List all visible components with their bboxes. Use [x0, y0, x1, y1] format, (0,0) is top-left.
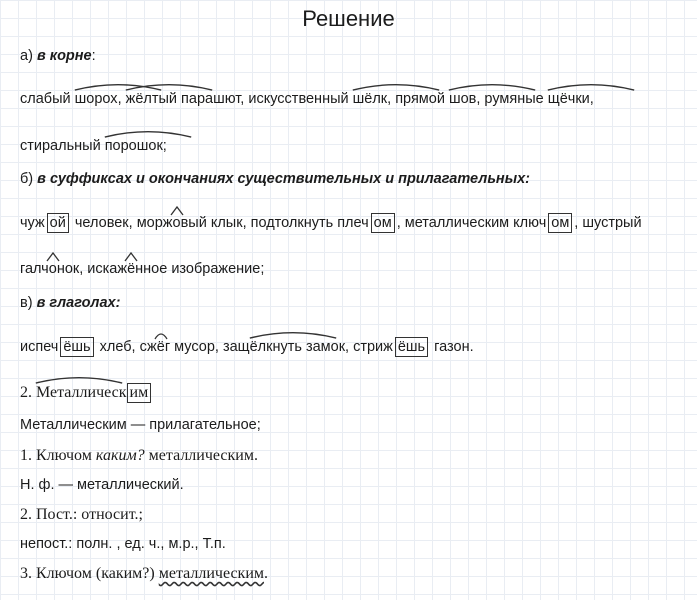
analysis-line-1: Металлическим — прилагательное; [20, 417, 261, 433]
section-letter: а) [20, 48, 33, 64]
section-title: в суффиксах и окончаниях существительных и прилагательных: [37, 171, 530, 187]
text-run: нное изображение; [135, 261, 265, 277]
ending-box: ёшь [395, 337, 428, 357]
text-run: , металлическим ключ [396, 215, 547, 231]
text-run: чуж [20, 215, 45, 231]
text-run: металлическим. [144, 447, 258, 464]
root-word [75, 91, 118, 107]
section-letter: б) [20, 171, 34, 187]
wavy-underlined-word: металлическим [158, 565, 265, 582]
root-word [250, 339, 273, 355]
text-run: . [264, 565, 269, 582]
ending-box: ёшь [60, 337, 93, 357]
text-run: ; [162, 138, 167, 154]
section-b-heading [20, 171, 530, 187]
root-arc [248, 330, 338, 339]
letter: ё [127, 261, 136, 277]
text-run: человек, морж [70, 215, 173, 231]
text-run: нок, искаж [56, 261, 128, 277]
text-run: газон. [430, 339, 474, 355]
morphemic-parse [20, 383, 153, 403]
word-stem: Металлическ [36, 384, 127, 401]
example-line-b1 [20, 213, 642, 233]
word: шорох [74, 91, 118, 107]
word: жёлтый [125, 91, 178, 107]
section-title: в глаголах: [36, 295, 121, 311]
root-arc [447, 82, 537, 91]
ending-box: ой [47, 213, 69, 233]
word: шёлк [352, 91, 388, 107]
text-run: , [589, 91, 594, 107]
section-title: в корне [36, 48, 92, 64]
section-v-heading [20, 295, 120, 311]
root-word [105, 138, 163, 154]
colon: : [91, 48, 96, 64]
stem-arc [34, 375, 124, 384]
text-run: слабый [20, 91, 75, 107]
text-run: испеч [20, 339, 59, 355]
section-letter: в) [20, 295, 33, 311]
text-run: галч [20, 261, 49, 277]
example-line-a1 [20, 91, 594, 107]
suffix-hat [125, 253, 137, 261]
root-arc [103, 129, 193, 138]
example-line-a2 [20, 138, 167, 154]
section-a-heading [20, 48, 96, 64]
text-run: хлеб, сж [95, 339, 157, 355]
suffix-letter [49, 261, 57, 277]
letter: о [48, 261, 57, 277]
root-arc [546, 82, 636, 91]
root-word [353, 91, 388, 107]
analysis-line-3: Н. ф. — металлический. [20, 477, 184, 493]
root-word [126, 91, 177, 107]
letter: о [172, 215, 181, 231]
root-letter [157, 339, 165, 355]
letter: ё [156, 339, 165, 355]
item-number: 2. [20, 384, 32, 401]
text-run: , прямой [387, 91, 449, 107]
question: каким? [95, 447, 145, 464]
suffix-letter [127, 261, 135, 277]
text-run: 1. Ключом [20, 447, 96, 464]
text-run: стиральный [20, 138, 105, 154]
ending-box: им [127, 383, 152, 403]
root-word [449, 91, 476, 107]
root-arc-small [155, 331, 167, 339]
text-run: вый клык, подтолкнуть плеч [180, 215, 369, 231]
text-run: парашют, искусственный [177, 91, 353, 107]
ending-box: ом [371, 213, 395, 233]
page-title: Решение [302, 6, 395, 31]
example-line-b2 [20, 261, 264, 277]
text-run: нуть замок, стриж [272, 339, 393, 355]
analysis-line-2 [20, 447, 258, 465]
suffix-hat [47, 253, 59, 261]
analysis-line-6 [20, 565, 268, 583]
suffix-hat [171, 207, 183, 215]
text-run: , румяные [476, 91, 548, 107]
example-line-v1 [20, 337, 474, 357]
analysis-line-5: непост.: полн. , ед. ч., м.р., Т.п. [20, 536, 226, 552]
ending-box: ом [548, 213, 572, 233]
text-run: , шустрый [574, 215, 642, 231]
word: ёлк [249, 339, 273, 355]
root-word [548, 91, 590, 107]
suffix-letter [173, 215, 181, 231]
root-arc [351, 82, 441, 91]
text-run: , [117, 91, 126, 107]
root-arc [124, 82, 214, 91]
word: шов [448, 91, 477, 107]
word: порошок [104, 138, 163, 154]
text-run: г мусор, защ [164, 339, 250, 355]
analysis-line-4: 2. Пост.: относит.; [20, 506, 143, 523]
text-run: 3. Ключом (каким?) [20, 565, 159, 582]
word: щёчки [547, 91, 590, 107]
root-word [36, 384, 127, 402]
